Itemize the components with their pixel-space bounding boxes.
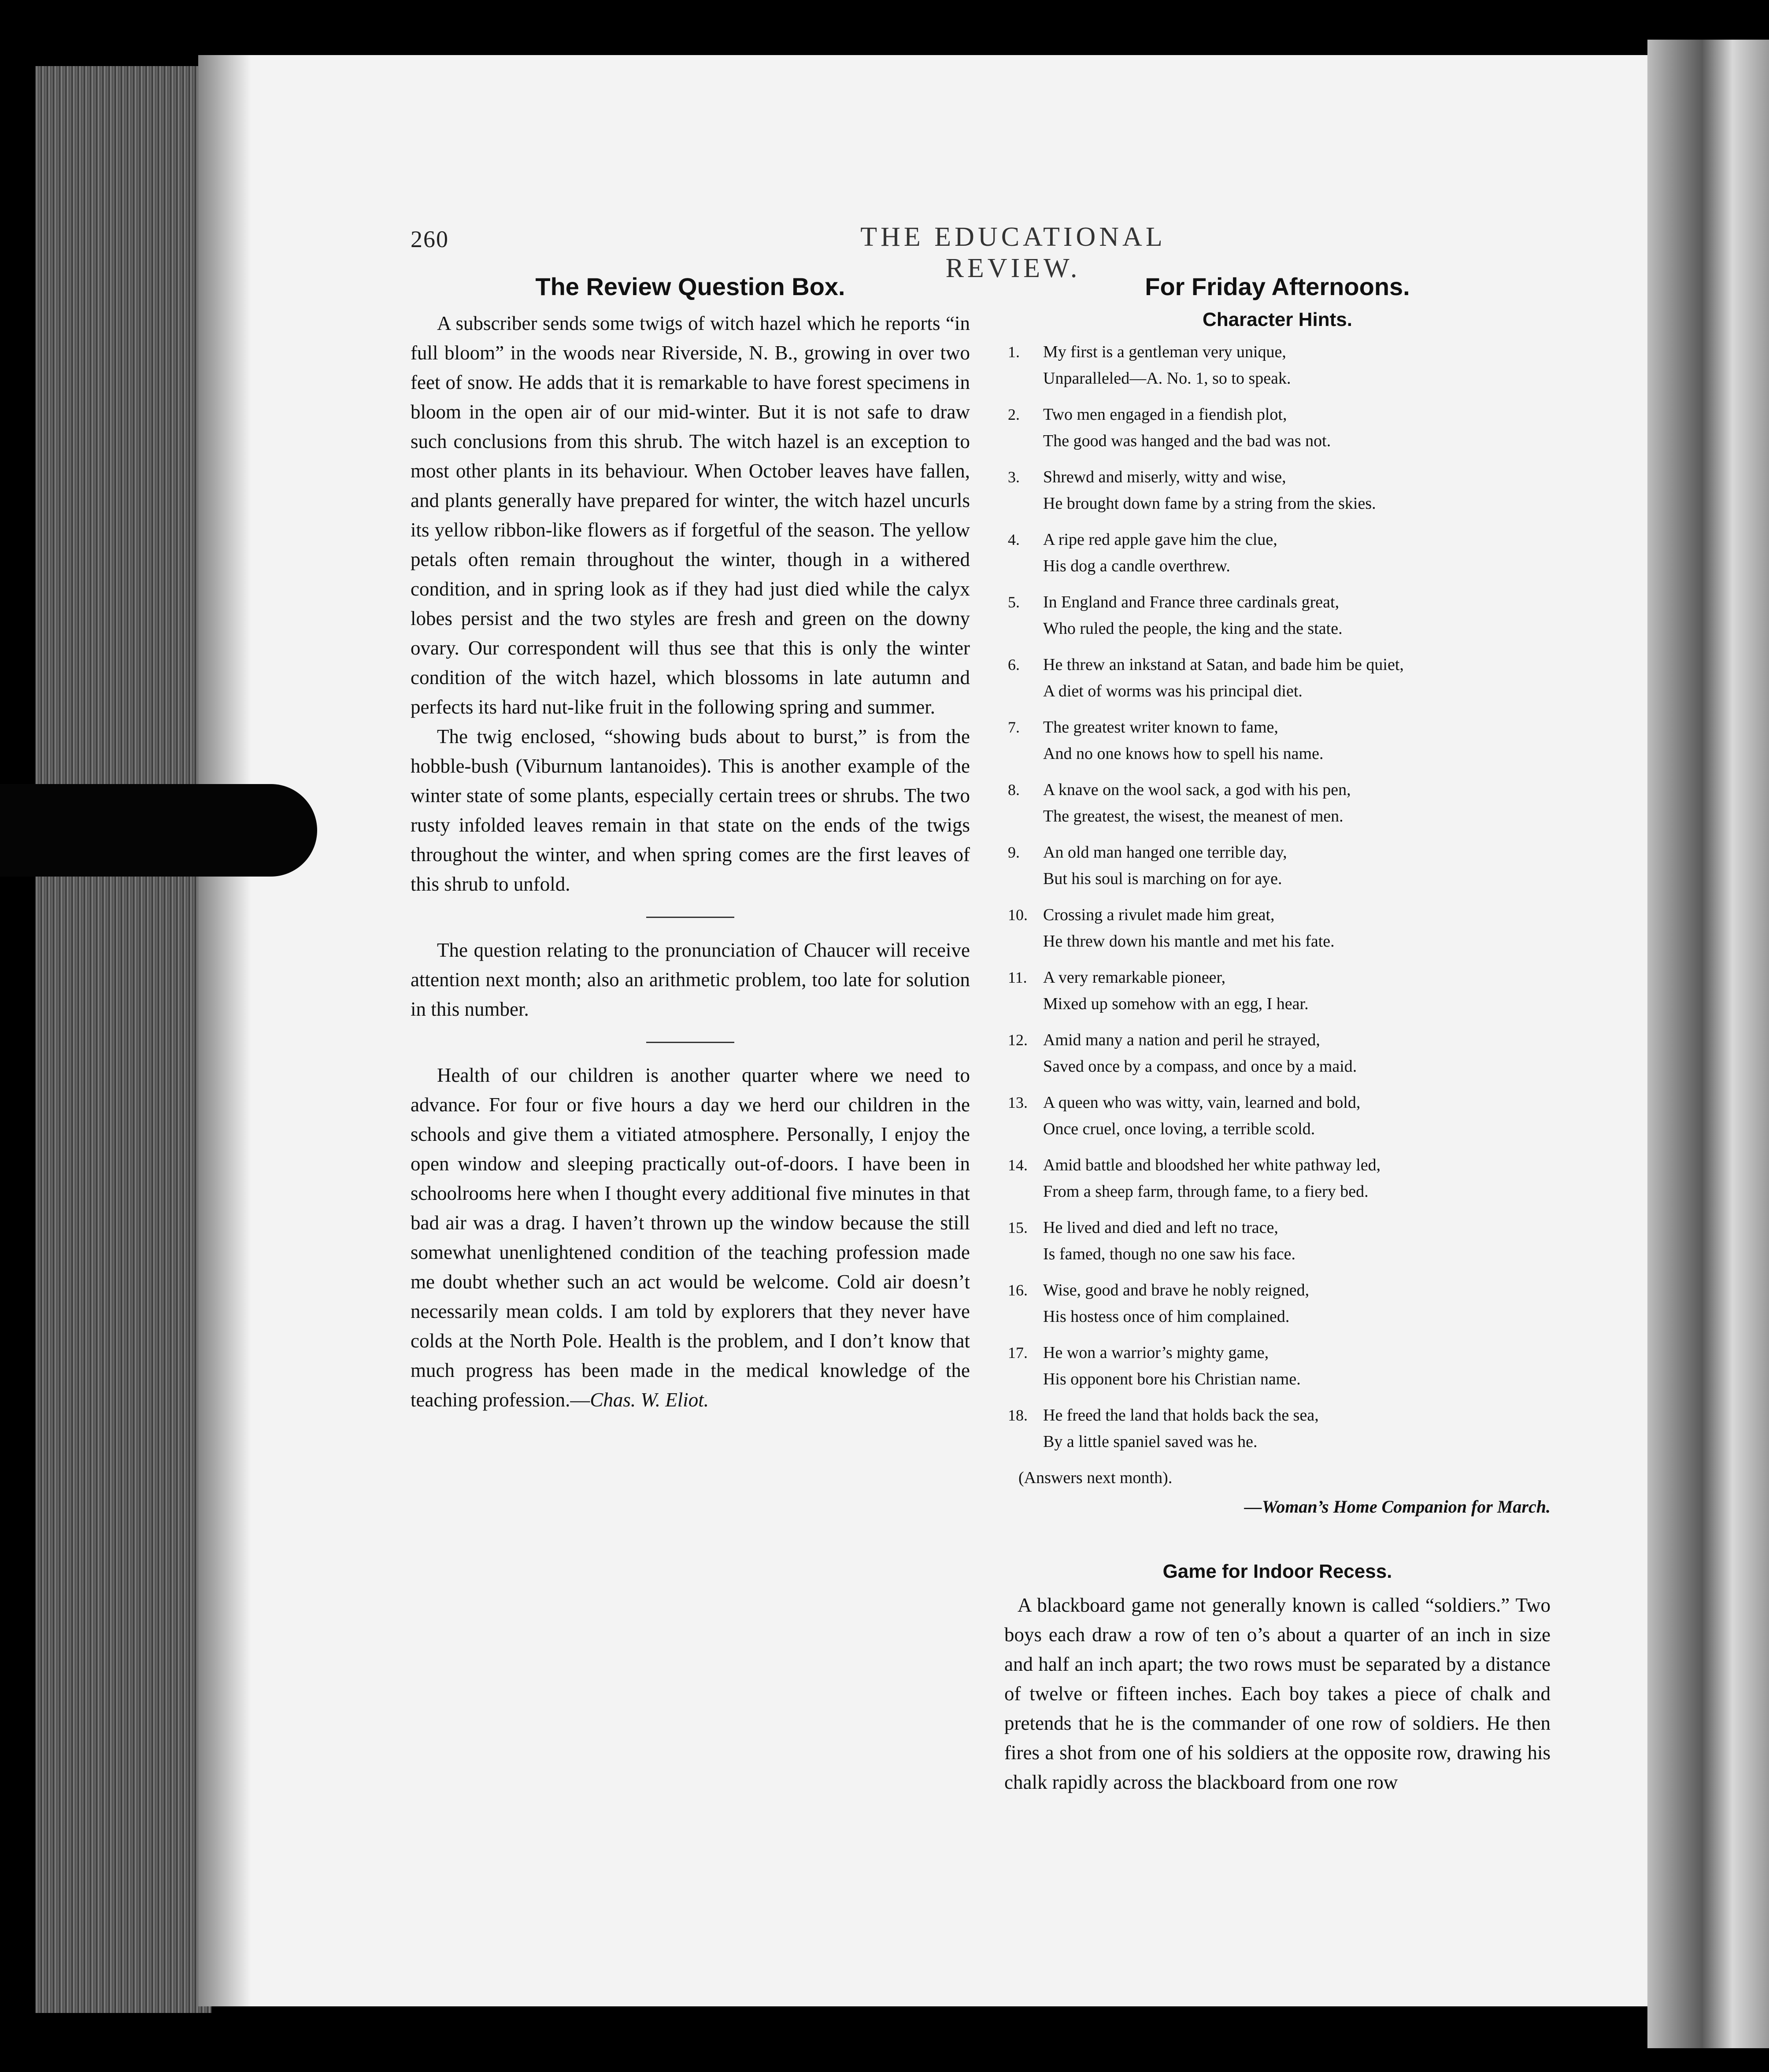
hint-number: 5. — [1008, 593, 1020, 611]
hint-number: 13. — [1008, 1094, 1028, 1111]
hint-lines — [1043, 1089, 1551, 1142]
hint-line: Amid many a nation and peril he strayed, — [1043, 1031, 1320, 1049]
hint-item — [1004, 339, 1551, 392]
hint-number: 1. — [1008, 343, 1020, 361]
hint-line: Two men engaged in a fiendish plot, — [1043, 405, 1287, 424]
hint-line: And no one knows how to spell his name. — [1043, 744, 1324, 763]
hint-item — [1004, 964, 1551, 1017]
hint-number: 3. — [1008, 468, 1020, 486]
hint-lines — [1043, 902, 1551, 955]
hint-number: 6. — [1008, 656, 1020, 673]
hint-line: From a sheep farm, through fame, to a fiery bed. — [1043, 1182, 1369, 1201]
hint-line: A very remarkable pioneer, — [1043, 968, 1226, 987]
hint-item — [1004, 1152, 1551, 1205]
game-paragraph: A blackboard game not generally known is called “soldiers.” Two boys each draw a row of ten o’s about a quarter of an inch in size and half an inch apart; the two rows must be separated by a distance of twelve or fifteen inches. Each boy takes a piece of chalk and pretends that he is the commander of one row of soldiers. He then fires a shot from one of his soldiers at the opposite row, drawing his chalk rapidly across the blackboard from one row — [1004, 1594, 1551, 1793]
question-box-para-3: The question relating to the pronunciation of Chaucer will receive attention next month; also an arithmetic problem, too late for solution in this number. — [411, 939, 970, 1020]
hint-number: 15. — [1008, 1219, 1028, 1236]
hint-line: His opponent bore his Christian name. — [1043, 1370, 1301, 1388]
health-paragraph — [411, 1061, 970, 1415]
hint-item — [1004, 902, 1551, 955]
hint-number: 18. — [1008, 1406, 1028, 1424]
divider-rule — [646, 1042, 734, 1043]
hint-item — [1004, 1402, 1551, 1455]
hint-lines — [1043, 1402, 1551, 1455]
hint-lines — [1043, 964, 1551, 1017]
hint-lines — [1043, 714, 1551, 767]
hint-line: His hostess once of him complained. — [1043, 1307, 1290, 1326]
hint-item — [1004, 651, 1551, 704]
hint-line: But his soul is marching on for aye. — [1043, 870, 1282, 888]
friday-heading: For Friday Afternoons. — [1145, 273, 1410, 300]
hint-item — [1004, 401, 1551, 454]
hint-line: The greatest writer known to fame, — [1043, 718, 1278, 736]
hint-lines — [1043, 526, 1551, 579]
hint-line: A diet of worms was his principal diet. — [1043, 682, 1303, 700]
hint-item — [1004, 839, 1551, 892]
hint-item — [1004, 464, 1551, 517]
hint-line: He freed the land that holds back the sea, — [1043, 1406, 1319, 1424]
hint-number: 4. — [1008, 531, 1020, 548]
hint-line: Once cruel, once loving, a terrible scold. — [1043, 1120, 1315, 1138]
hint-line: He won a warrior’s mighty game, — [1043, 1343, 1269, 1362]
page-shadow — [198, 55, 251, 2006]
right-column — [1004, 272, 1551, 1797]
hint-item — [1004, 1214, 1551, 1267]
hint-lines — [1043, 1027, 1551, 1080]
question-box-heading: The Review Question Box. — [535, 273, 845, 300]
hint-line: An old man hanged one terrible day, — [1043, 843, 1287, 862]
health-author: Chas. W. Eliot. — [590, 1389, 709, 1411]
hint-item — [1004, 1339, 1551, 1392]
hint-line: He lived and died and left no trace, — [1043, 1218, 1278, 1237]
hint-number: 2. — [1008, 406, 1020, 423]
hint-number: 8. — [1008, 781, 1020, 799]
hint-lines — [1043, 339, 1551, 392]
hint-number: 12. — [1008, 1031, 1028, 1049]
hint-lines — [1043, 401, 1551, 454]
hint-item — [1004, 714, 1551, 767]
finger-shadow — [0, 784, 317, 877]
hint-number: 14. — [1008, 1156, 1028, 1174]
hint-item — [1004, 589, 1551, 642]
hint-line: My first is a gentleman very unique, — [1043, 343, 1286, 361]
answers-note: (Answers next month). — [1018, 1469, 1173, 1487]
source-credit: —Woman’s Home Companion for March. — [1244, 1497, 1551, 1517]
hint-item — [1004, 777, 1551, 829]
page-edges — [35, 66, 211, 2013]
hint-line: He brought down fame by a string from the skies. — [1043, 494, 1376, 513]
hint-lines — [1043, 1339, 1551, 1392]
left-column — [411, 272, 970, 1415]
book-gutter — [1647, 40, 1769, 2048]
hint-lines — [1043, 464, 1551, 517]
hint-lines — [1043, 1214, 1551, 1267]
hint-line: Mixed up somehow with an egg, I hear. — [1043, 995, 1309, 1013]
hint-line: A ripe red apple gave him the clue, — [1043, 530, 1277, 549]
question-box-para-2: The twig enclosed, “showing buds about to burst,” is from the hobble-bush (Viburnum lantanoides). This is another example of the winter state of some plants, especially certain trees or shrubs. The two rusty infolded leaves remain in that state on the ends of the twigs throughout the winter, and when spring comes are the first leaves of this shrub to unfold. — [411, 725, 970, 895]
hint-item — [1004, 1027, 1551, 1080]
game-heading: Game for Indoor Recess. — [1162, 1561, 1392, 1582]
hint-line: Unparalleled—A. No. 1, so to speak. — [1043, 369, 1291, 388]
hint-lines — [1043, 1277, 1551, 1330]
health-text: Health of our children is another quarter where we need to advance. For four or five hours a day we herd our children in the schools and give them a vitiated atmosphere. Personally, I enjoy the open window and sleeping practically out-of-doors. I have been in schoolrooms here when I thought every additional five minutes in that bad air was a drag. I haven’t thrown up the window because the still somewhat unenlightened condition of the teaching profession made me doubt whether such an act would be welcome. Cold air doesn’t necessarily mean colds. I am told by explorers that they never have colds at the North Pole. Health is the problem, and I don’t know that much progress has been made in the medical knowledge of the teaching profession.— — [411, 1064, 970, 1411]
hint-line: A queen who was witty, vain, learned and bold, — [1043, 1093, 1361, 1112]
hint-line: His dog a candle overthrew. — [1043, 557, 1230, 575]
hint-line: Amid battle and bloodshed her white pathway led, — [1043, 1156, 1381, 1174]
hint-line: Saved once by a compass, and once by a maid. — [1043, 1057, 1357, 1076]
hint-line: He threw an inkstand at Satan, and bade him be quiet, — [1043, 655, 1404, 674]
hint-number: 11. — [1008, 969, 1027, 986]
hint-line: Who ruled the people, the king and the state. — [1043, 619, 1343, 638]
hint-line: By a little spaniel saved was he. — [1043, 1432, 1258, 1451]
hint-line: Is famed, though no one saw his face. — [1043, 1245, 1296, 1263]
hint-line: The good was hanged and the bad was not. — [1043, 432, 1331, 450]
hint-number: 7. — [1008, 718, 1020, 736]
hint-line: Wise, good and brave he nobly reigned, — [1043, 1281, 1310, 1299]
hint-line: Crossing a rivulet made him great, — [1043, 906, 1275, 924]
hint-line: In England and France three cardinals great, — [1043, 593, 1340, 611]
hint-lines — [1043, 651, 1551, 704]
hint-number: 9. — [1008, 844, 1020, 861]
divider-rule — [646, 917, 734, 918]
hint-line: A knave on the wool sack, a god with his pen, — [1043, 781, 1351, 799]
hint-number: 17. — [1008, 1344, 1028, 1362]
hint-item — [1004, 1277, 1551, 1330]
hint-line: The greatest, the wisest, the meanest of men. — [1043, 807, 1343, 825]
hint-lines — [1043, 839, 1551, 892]
hint-number: 16. — [1008, 1281, 1028, 1299]
hint-lines — [1043, 777, 1551, 829]
hints-list — [1004, 339, 1551, 1455]
hint-number: 10. — [1008, 906, 1028, 924]
hint-line: He threw down his mantle and met his fate. — [1043, 932, 1335, 951]
character-hints-heading: Character Hints. — [1203, 309, 1352, 330]
hint-item — [1004, 526, 1551, 579]
hint-lines — [1043, 1152, 1551, 1205]
hint-line: Shrewd and miserly, witty and wise, — [1043, 468, 1286, 486]
hint-lines — [1043, 589, 1551, 642]
running-title: THE EDUCATIONAL REVIEW. — [860, 222, 1166, 283]
page-number: 260 — [411, 226, 449, 252]
question-box-para-1: A subscriber sends some twigs of witch hazel which he reports “in full bloom” in the woods near Riverside, N. B., growing in over two feet of snow. He adds that it is remarkable to have forest specimens in bloom in the open air of our mid-winter. But it is not safe to draw such conclusions from this shrub. The witch hazel is an exception to most other plants in its behaviour. When October leaves have fallen, and plants generally have prepared for winter, the witch hazel uncurls its yellow ribbon-like flowers as if forgetful of the season. The yellow petals often remain throughout the winter, though in a withered condition, and in spring look as if they had just died while the calyx lobes persist and the two styles are fresh and green on the downy ovary. Our correspondent will thus see that this is only the winter condition of the witch hazel, which blossoms in late autumn and perfects its hard nut-like fruit in the following spring and summer. — [411, 312, 970, 718]
hint-item — [1004, 1089, 1551, 1142]
